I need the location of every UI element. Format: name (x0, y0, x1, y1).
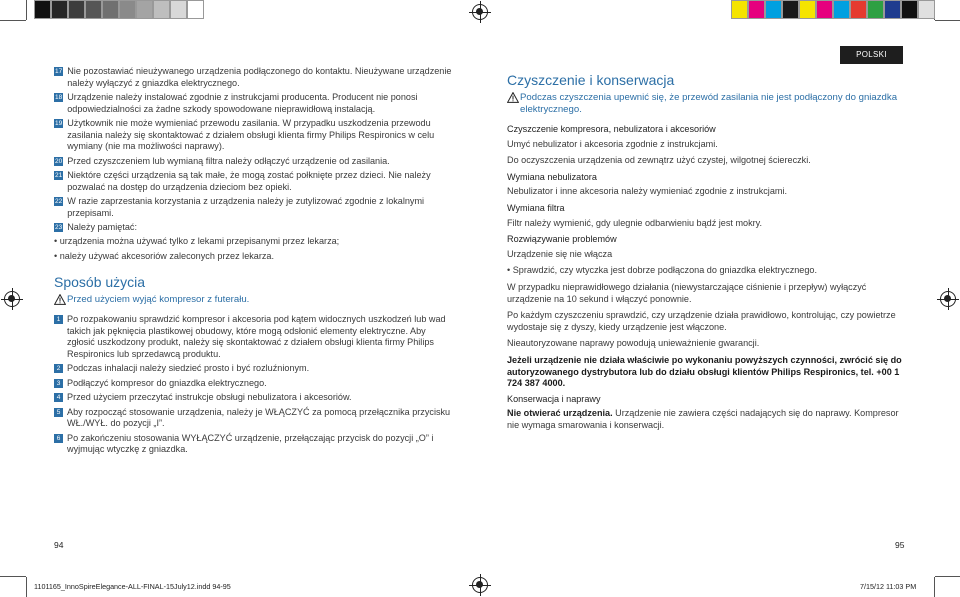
item-text: Urządzenie należy instalować zgodnie z instrukcjami producenta. Producent nie ponosi odpowiedzialności za żadne szkody spowodowane nieprawidłową instalacją. (67, 91, 418, 114)
swatch (170, 0, 187, 19)
item-text: Użytkownik nie może wymieniać przewodu zasilania. W przypadku uszkodzenia przewodu zasilania należy się skontaktować z działem obsługi klienta firmy Philips Respironics w celu wymiany (nie ma możliwości naprawy). (67, 117, 435, 152)
paragraph (507, 408, 902, 431)
section-title-cleaning: Czyszczenie i konserwacja (507, 72, 675, 88)
step-text: Po rozpakowaniu sprawdzić kompresor i akcesoria pod kątem widocznych uszkodzeń lub wad takich jak pęknięcia plastikowej obudowy, które mogą odsłonić elementy elektryczne. Aby zgłosić uszkodzony produkt, należy się skontaktować z działem obsługi klienta firmy Philips Respironics lub sprzedawcą produktu. (67, 314, 446, 360)
registration-mark-icon (472, 4, 488, 20)
step-text: Aby rozpocząć stosowanie urządzenia, należy je WŁĄCZYĆ za pomocą przełącznika przycisku WŁ./WYŁ. do pozycji „I”. (67, 406, 451, 429)
step-text: Po zakończeniu stosowania WYŁĄCZYĆ urządzenie, przełączając przycisk do pozycji „O” i wyjmując wtyczkę z gniazdka. (67, 432, 434, 455)
step-number: 5 (54, 408, 63, 417)
page-number-right: 95 (895, 540, 905, 550)
step-item (54, 392, 454, 404)
subheading: Konserwacja i naprawy (507, 393, 601, 404)
step-number: 2 (54, 364, 63, 373)
right-page-column (507, 72, 902, 436)
registration-mark-icon (4, 291, 20, 307)
swatch (799, 0, 816, 19)
swatch (867, 0, 884, 19)
warning-note (507, 92, 902, 116)
crop-mark (935, 576, 960, 577)
step-text: Podczas inhalacji należy siedzieć prosto i być rozluźnionym. (67, 363, 310, 374)
item-number: 18 (55, 93, 63, 101)
item-text: Niektóre części urządzenia są tak małe, że mogą zostać połknięte przez dzieci. Nie należy pozwalać na dostęp do urządzenia dzieciom bez opieki. (67, 169, 431, 192)
left-page-column (54, 66, 454, 459)
item-number: 22 (55, 197, 63, 205)
swatch (765, 0, 782, 19)
language-tab: POLSKI (840, 46, 903, 64)
swatch (51, 0, 68, 19)
footer-date-slug: 7/15/12 11:03 PM (860, 582, 917, 591)
subheading: Rozwiązywanie problemów (507, 234, 617, 245)
step-text: Podłączyć kompresor do gniazdka elektrycznego. (67, 377, 267, 388)
item-text: Należy pamiętać: (67, 221, 137, 232)
step-number: 4 (54, 393, 63, 402)
swatch (816, 0, 833, 19)
warning-text: Przed użyciem wyjąć kompresor z futerału. (67, 294, 250, 306)
warning-triangle-icon (54, 294, 66, 305)
list-item (54, 92, 454, 115)
swatch (136, 0, 153, 19)
swatch (187, 0, 204, 19)
crop-mark (935, 20, 960, 21)
subheading: Wymiana nebulizatora (507, 171, 597, 182)
swatch (68, 0, 85, 19)
list-item (54, 118, 454, 153)
bold-text: Nie otwierać urządzenia. (507, 408, 613, 419)
paragraph-text: Urządzenie nie zawiera części nadających się do naprawy. Kompresor nie wymaga smarowania i konserwacji. (507, 408, 899, 430)
step-number: 3 (54, 379, 63, 388)
list-item (54, 222, 454, 234)
item-number: 17 (55, 68, 63, 75)
crop-mark (26, 0, 27, 20)
warning-text: Podczas czyszczenia upewnić się, że przewód zasilania nie jest podłączony do gniazdka elektrycznego. (520, 92, 898, 115)
warning-note (54, 294, 454, 306)
color-swatch-bar (731, 0, 935, 19)
list-item (54, 66, 454, 89)
list-item (54, 156, 454, 168)
section-title-usage: Sposób użycia (54, 274, 146, 291)
step-item (54, 407, 454, 430)
item-text: Przed czyszczeniem lub wymianą filtra należy odłączyć urządzenie od zasilania. (67, 155, 390, 166)
swatch (850, 0, 867, 19)
paragraph: Do oczyszczenia urządzenia od zewnątrz użyć czystej, wilgotnej ściereczki. (507, 155, 811, 166)
item-number: 20 (55, 157, 63, 165)
subheading: Wymiana filtra (507, 202, 565, 213)
step-number: 1 (54, 315, 63, 324)
bullet-item: • urządzenia można używać tylko z lekami przepisanymi przez lekarza; (54, 236, 340, 247)
item-number: 23 (55, 223, 63, 231)
support-contact-paragraph: Jeżeli urządzenie nie działa właściwie po wykonaniu powyższych czynności, zwrócić się do autoryzowanego dystrybutora lub do działu obsługi klientów Philips Respironics, tel. +00 1 724 387 4000. (507, 354, 902, 389)
paragraph: Po każdym czyszczeniu sprawdzić, czy urządzenie działa prawidłowo, kontrolując, czy powietrze wydostaje się z dyszy, kiedy urządzenie jest włączone. (507, 310, 896, 332)
crop-mark (0, 576, 26, 577)
registration-mark-icon (472, 577, 488, 593)
footer-file-slug: 1101165_InnoSpireElegance-ALL-FINAL-15July12.indd 94-95 (34, 582, 231, 591)
paragraph: Urządzenie się nie włącza (507, 248, 613, 259)
registration-mark-icon (940, 291, 956, 307)
swatch (918, 0, 935, 19)
item-text: Nie pozostawiać nieużywanego urządzenia podłączonego do kontaktu. Nieużywane urządzenie należy wyłączyć z gniazdka elektrycznego. (67, 66, 452, 88)
paragraph: Filtr należy wymienić, gdy ulegnie odbarwieniu bądź jest mokry. (507, 217, 763, 228)
step-number: 6 (54, 434, 63, 443)
item-number: 19 (55, 119, 63, 127)
swatch (782, 0, 799, 19)
grayscale-swatch-bar (34, 0, 204, 19)
item-text: W razie zaprzestania korzystania z urządzenia należy je zutylizować zgodnie z lokalnymi przepisami. (67, 195, 425, 218)
subheading: Czyszczenie kompresora, nebulizatora i akcesoriów (507, 124, 716, 134)
item-number: 21 (55, 171, 63, 179)
step-item (54, 363, 454, 375)
swatch (34, 0, 51, 19)
swatch (731, 0, 748, 19)
paragraph: Nieautoryzowane naprawy powodują unieważnienie gwarancji. (507, 338, 760, 349)
swatch (153, 0, 170, 19)
swatch (833, 0, 850, 19)
step-item (54, 378, 454, 390)
swatch (901, 0, 918, 19)
crop-mark (934, 577, 935, 597)
swatch (748, 0, 765, 19)
crop-mark (26, 577, 27, 597)
page-number-left: 94 (54, 540, 64, 550)
crop-mark (0, 20, 26, 21)
list-item (54, 196, 454, 219)
swatch (102, 0, 119, 19)
step-item (54, 433, 454, 456)
list-item (54, 170, 454, 193)
paragraph: Umyć nebulizator i akcesoria zgodnie z instrukcjami. (507, 138, 718, 149)
swatch (85, 0, 102, 19)
swatch (884, 0, 901, 19)
step-item (54, 314, 454, 360)
step-text: Przed użyciem przeczytać instrukcje obsługi nebulizatora i akcesoriów. (67, 392, 352, 403)
paragraph: Nebulizator i inne akcesoria należy wymieniać zgodnie z instrukcjami. (507, 186, 788, 197)
swatch (119, 0, 136, 19)
paragraph: W przypadku nieprawidłowego działania (niewystarczające ciśnienie i przepływ) wyłączyć urządzenie na 10 sekund i włączyć ponownie. (507, 281, 867, 304)
paragraph: • Sprawdzić, czy wtyczka jest dobrze podłączona do gniazdka elektrycznego. (507, 265, 818, 276)
warning-triangle-icon (507, 92, 519, 103)
bullet-item: • należy używać akcesoriów zaleconych przez lekarza. (54, 250, 275, 261)
